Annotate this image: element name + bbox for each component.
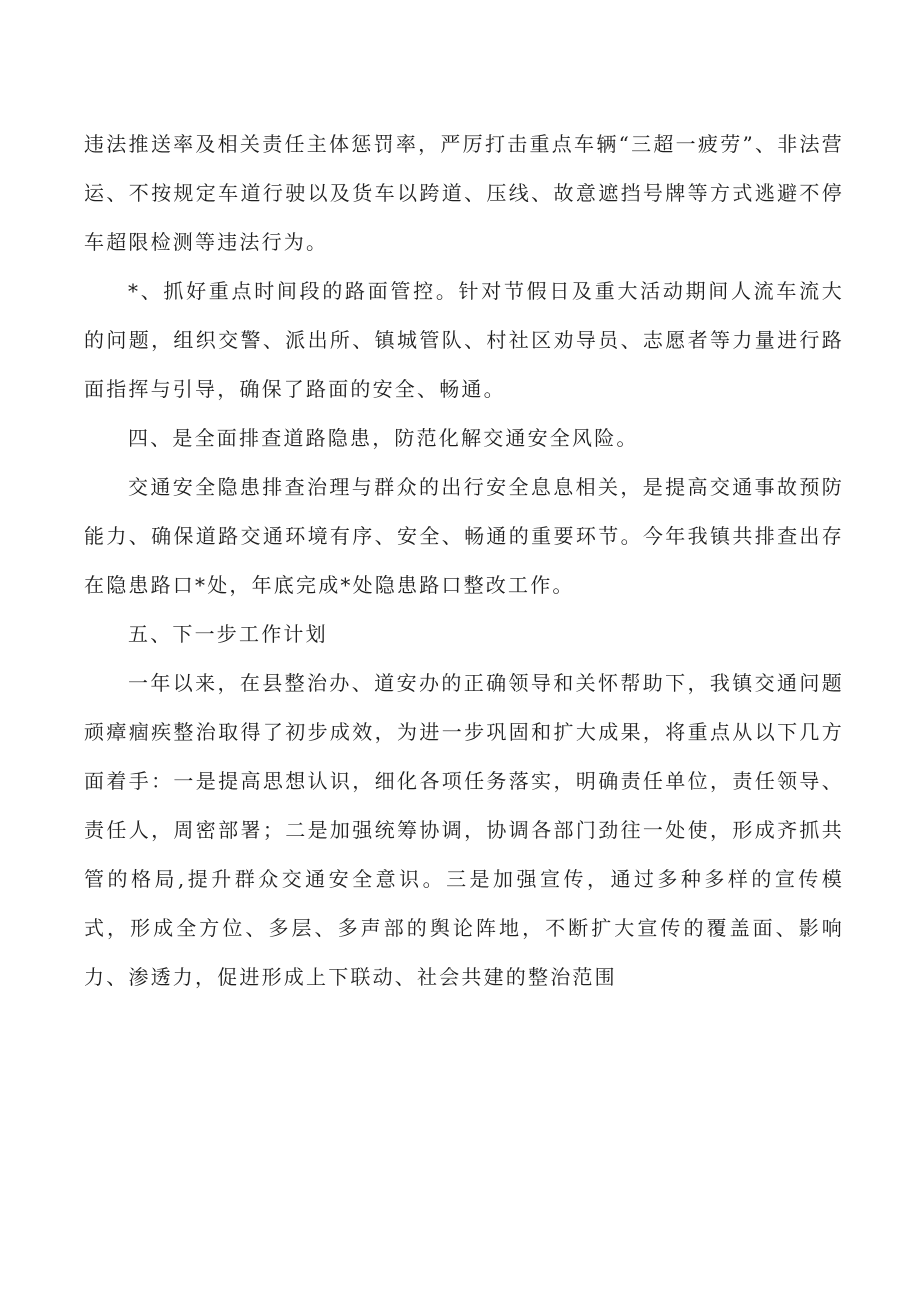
paragraph-hazard-inspection: 交通安全隐患排查治理与群众的出行安全息息相关，是提高交通事故预防能力、确保道路交通环境有序、安全、畅通的重要环节。今年我镇共排查出存在隐患路口*处，年底完成*处隐患路口整改工作。 xyxy=(84,475,844,597)
paragraph-road-control: *、抓好重点时间段的路面管控。针对节假日及重大活动期间人流车流大的问题，组织交警、派出所、镇城管队、村社区劝导员、志愿者等力量进行路面指挥与引导，确保了路面的安全、畅通。 xyxy=(84,279,844,401)
section-heading-next-plan: 五、下一步工作计划 xyxy=(128,622,328,646)
section-heading-hazard-inspection: 四、是全面排查道路隐患，防范化解交通安全风险。 xyxy=(128,426,639,450)
paragraph-next-plan: 一年以来，在县整治办、道安办的正确领导和关怀帮助下，我镇交通问题顽瘴痼疾整治取得了初步成效，为进一步巩固和扩大成果，将重点从以下几方面着手：一是提高思想认识，细化各项任务落实，明确责任单位，责任领导、责任人，周密部署；二是加强统筹协调，协调各部门劲往一处使，形成齐抓共管的格局,提升群众交通安全意识。三是加强宣传，通过多种多样的宣传模式，形成全方位、多层、多声部的舆论阵地，不断扩大宣传的覆盖面、影响力、渗透力，促进形成上下联动、社会共建的整治范围 xyxy=(84,671,844,989)
document-body xyxy=(84,120,844,1002)
paragraph-violation-crackdown: 违法推送率及相关责任主体惩罚率，严厉打击重点车辆“三超一疲劳”、非法营运、不按规定车道行驶以及货车以跨道、压线、故意遮挡号牌等方式逃避不停车超限检测等违法行为。 xyxy=(84,132,844,254)
